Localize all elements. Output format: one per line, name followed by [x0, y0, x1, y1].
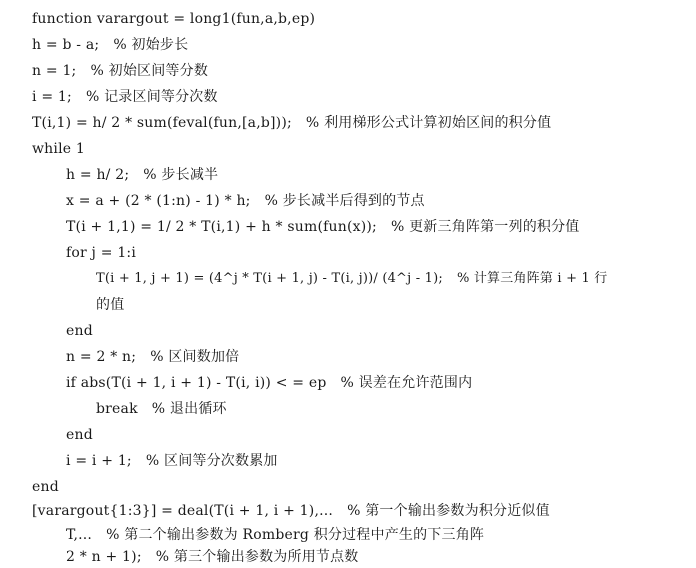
- code-comment: % 记录区间等分次数: [85, 89, 218, 105]
- code-line-2: [32, 36, 188, 54]
- code-text: n = 2 * n;: [66, 349, 137, 365]
- code-line-5: [32, 114, 551, 132]
- code-text: for j = 1:i: [66, 245, 137, 261]
- code-comment: % 误差在允许范围内: [340, 375, 473, 391]
- code-text: end: [66, 427, 93, 443]
- code-comment: % 第三个输出参数为所用节点数: [155, 549, 359, 565]
- code-comment: % 第二个输出参数为 Romberg 积分过程中产生的下三角阵: [106, 527, 485, 543]
- code-comment: % 区间等分次数累加: [145, 453, 278, 469]
- code-line-19: [32, 502, 550, 520]
- code-line-10: [66, 244, 136, 262]
- code-text: h = h/ 2;: [66, 167, 130, 183]
- code-text: x = a + (2 * (1:n) - 1) * h;: [66, 193, 251, 209]
- code-line-8: [66, 192, 425, 210]
- code-line-14: [66, 374, 472, 392]
- code-text: i = i + 1;: [66, 453, 132, 469]
- code-line-20: [66, 526, 484, 544]
- code-line-6: [32, 140, 85, 158]
- code-line-17: [66, 452, 278, 470]
- code-comment: % 退出循环: [151, 401, 227, 417]
- code-comment: 的值: [96, 297, 125, 313]
- code-line-9: [66, 218, 580, 236]
- code-text: T(i,1) = h/ 2 * sum(feval(fun,[a,b]));: [32, 115, 292, 131]
- code-comment: % 区间数加倍: [150, 349, 240, 365]
- code-text: function varargout = long1(fun,a,b,ep): [32, 11, 316, 27]
- code-line-11: [96, 270, 608, 288]
- code-line-3: [32, 62, 208, 80]
- code-comment: % 利用梯形公式计算初始区间的积分值: [305, 115, 552, 131]
- code-line-13: [66, 348, 239, 366]
- code-line-16: [66, 426, 93, 444]
- code-line-21: [66, 548, 359, 566]
- code-text: T(i + 1,1) = 1/ 2 * T(i,1) + h * sum(fun(x));: [66, 219, 377, 235]
- code-comment: % 计算三角阵第 i + 1 行: [456, 271, 608, 286]
- code-line-4: [32, 88, 218, 106]
- code-text: T(i + 1, j + 1) = (4^j * T(i + 1, j) - T(i, j))/ (4^j - 1);: [96, 271, 443, 286]
- code-comment: % 初始区间等分数: [90, 63, 209, 79]
- code-text: n = 1;: [32, 63, 77, 79]
- code-line-12: [66, 322, 93, 340]
- code-line-7: [66, 166, 218, 184]
- code-text: h = b - a;: [32, 37, 100, 53]
- code-line-1: [32, 10, 315, 28]
- code-text: end: [66, 323, 93, 339]
- code-line-18: [32, 478, 59, 496]
- code-text: 2 * n + 1);: [66, 549, 142, 565]
- code-text: end: [32, 479, 59, 495]
- code-comment: % 步长减半: [143, 167, 219, 183]
- code-text: if abs(T(i + 1, i + 1) - T(i, i)) < = ep: [66, 375, 327, 391]
- code-comment: % 第一个输出参数为积分近似值: [347, 503, 550, 519]
- code-line-11-continued: [96, 296, 124, 314]
- code-text: break: [96, 401, 138, 417]
- code-text: while 1: [32, 141, 85, 157]
- code-text: i = 1;: [32, 89, 72, 105]
- code-comment: % 步长减半后得到的节点: [264, 193, 425, 209]
- code-text: [varargout{1:3}] = deal(T(i + 1, i + 1),...: [32, 503, 334, 519]
- code-line-15: [96, 400, 227, 418]
- code-text: T,...: [66, 527, 93, 543]
- code-comment: % 更新三角阵第一列的积分值: [390, 219, 580, 235]
- code-comment: % 初始步长: [113, 37, 189, 53]
